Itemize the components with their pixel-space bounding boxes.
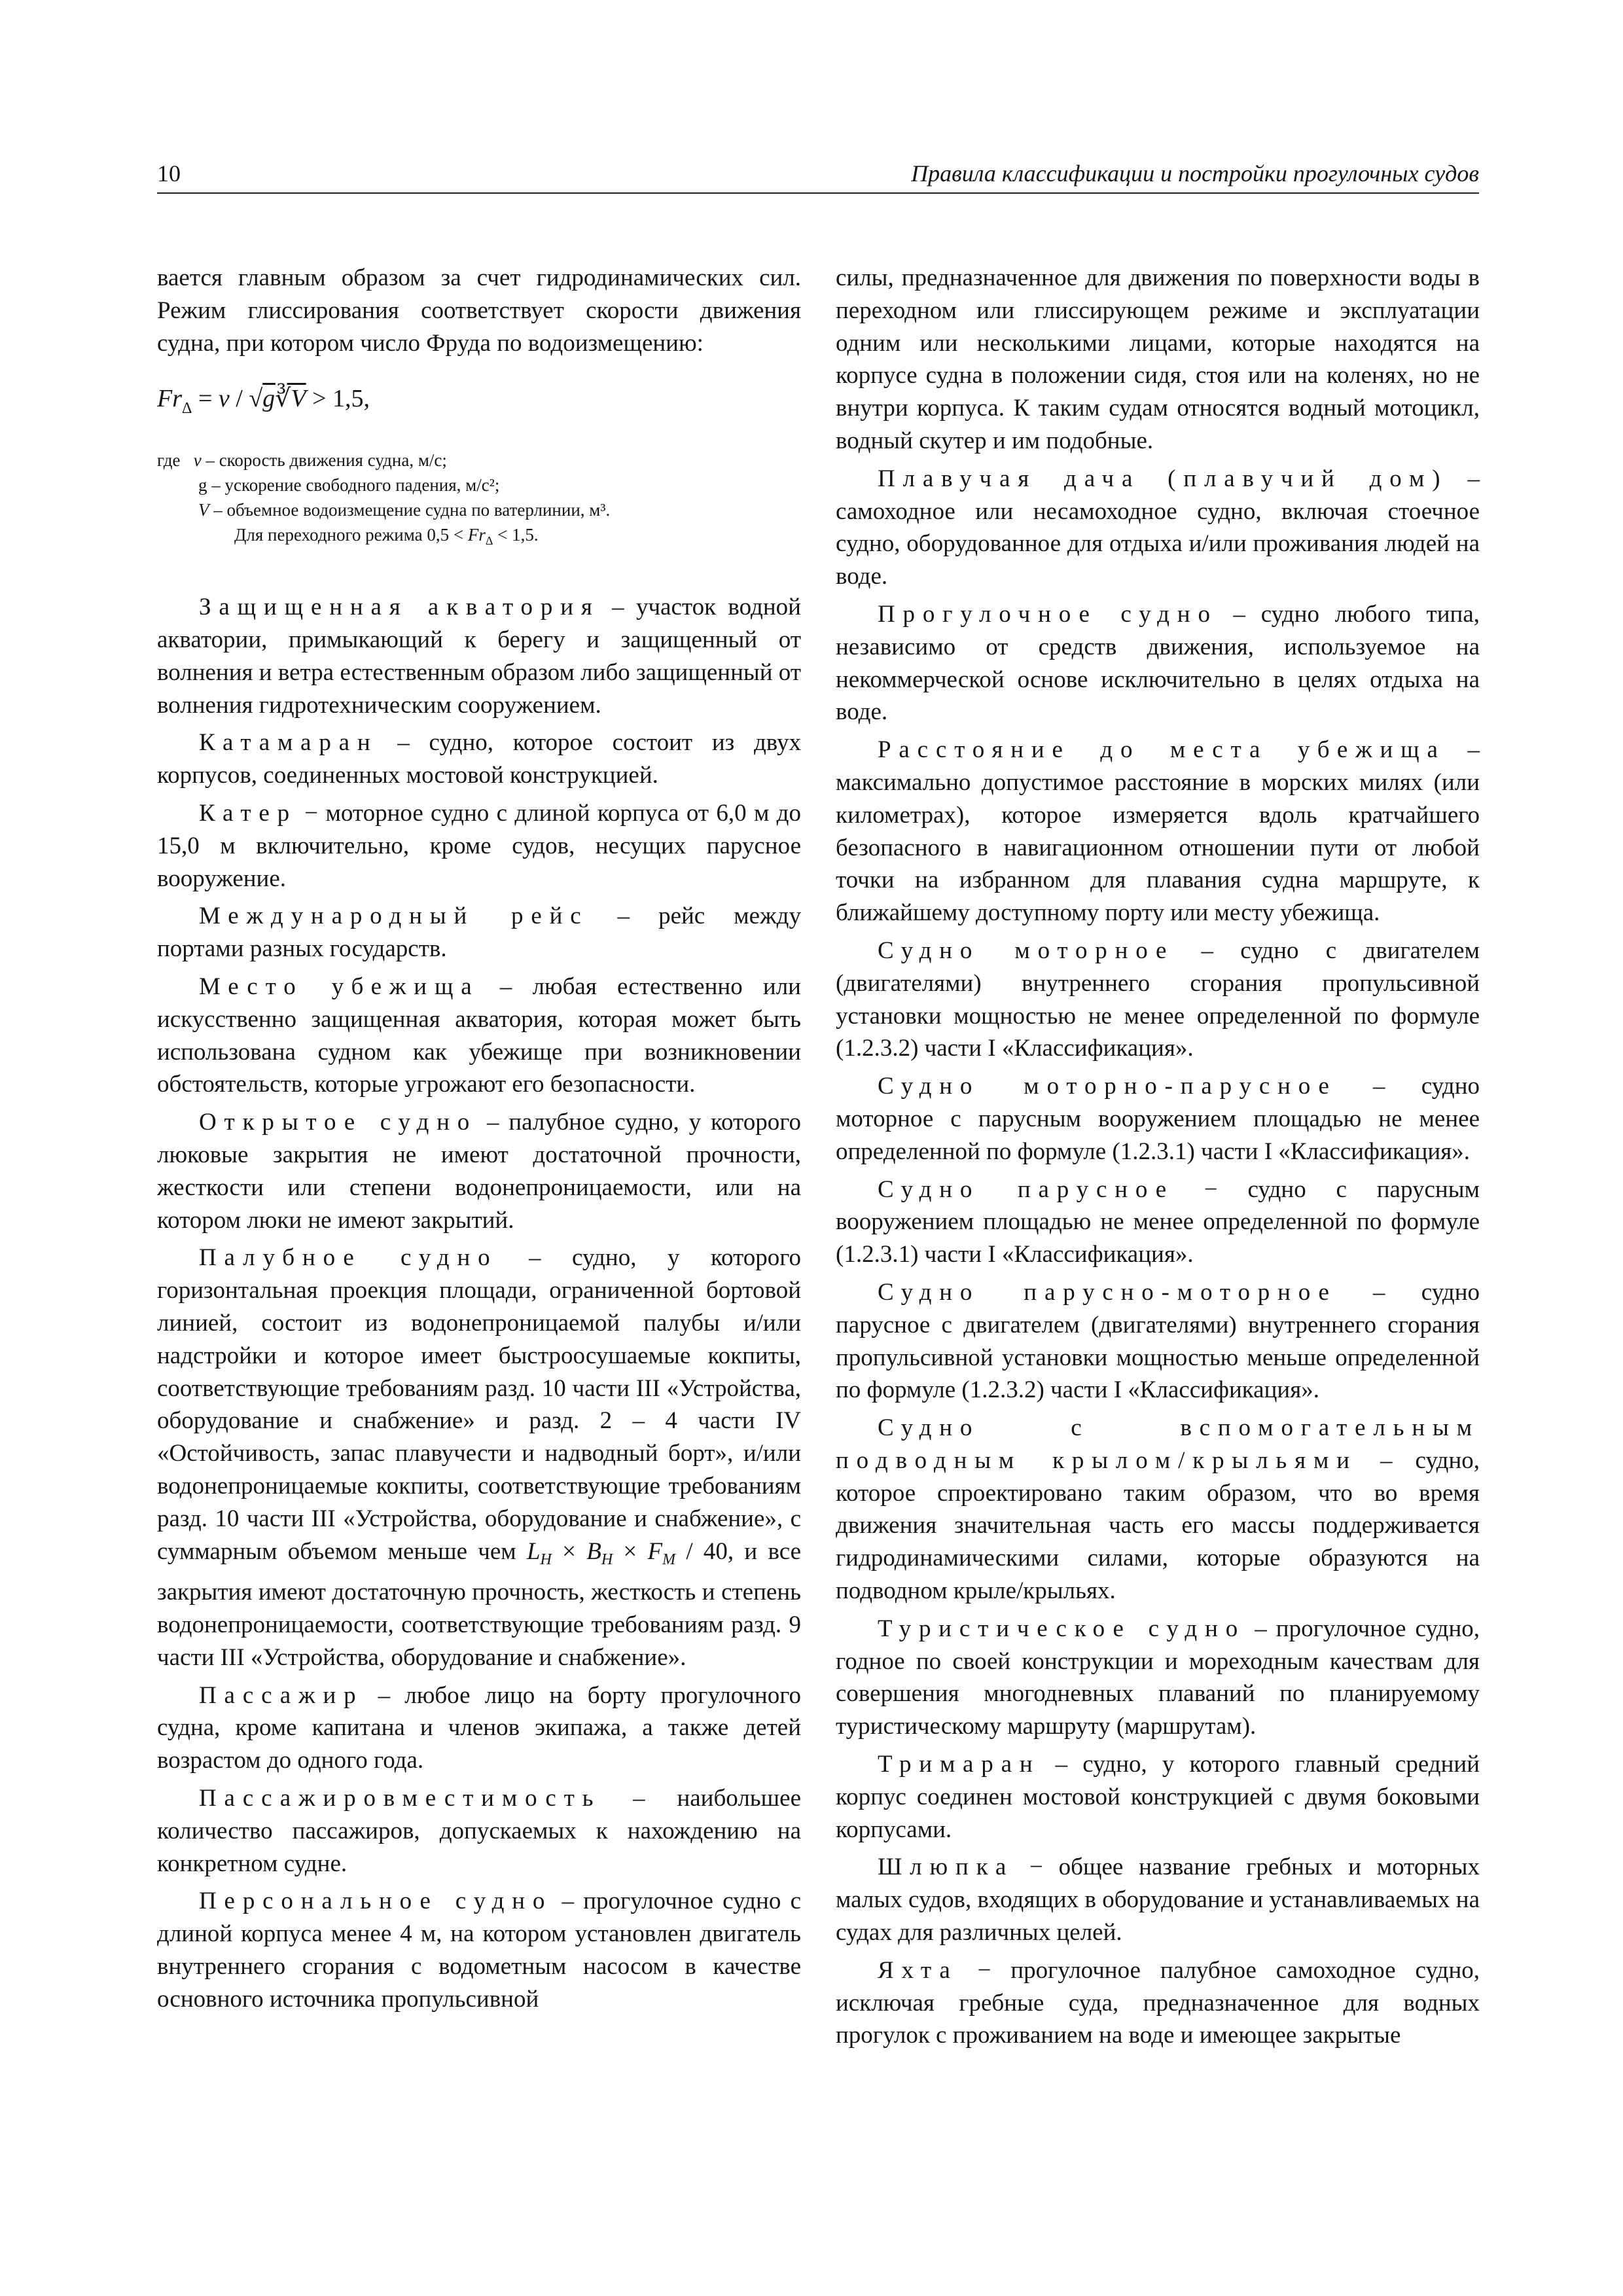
definition — [836, 1613, 1480, 1743]
definition — [836, 1412, 1480, 1607]
definition-text: – любое лицо на борту прогулочного судна, кроме капитана и членов экипажа, а также детей возрастом до одного года. — [157, 1681, 801, 1774]
definition-text: – наибольшее количество пассажиров, допускаемых к нахождению на конкретном судне. — [157, 1785, 801, 1877]
definition-term: Международный рейс — [199, 903, 589, 930]
formula-L: L — [526, 1537, 541, 1565]
definition-text: − судно с парусным вооружением площадью не менее определенной по формуле (1.2.3.1) части I «Классификация». — [836, 1175, 1480, 1268]
definition-term: Плавучая дача (плавучий дом) — [878, 465, 1448, 492]
definition-term: Катамаран — [199, 729, 378, 757]
note-transition-sub: Δ — [485, 534, 493, 548]
definition — [157, 797, 801, 895]
formula-fr: Fr — [157, 385, 182, 413]
formula-V: V — [291, 385, 306, 413]
definition-term: Прогулочное судно — [878, 600, 1218, 628]
page-number: 10 — [157, 160, 181, 187]
definition-text: – судно любого типа, независимо от средств движения, используемое на некоммерческой основе исключительно в целях отдыха на воде. — [836, 600, 1480, 726]
note-V-sym: V — [198, 500, 209, 520]
note-V-text: – объемное водоизмещение судна по ватерлинии, м³. — [209, 500, 611, 520]
sqrt-sign: √ — [249, 385, 263, 413]
note-transition — [157, 522, 801, 553]
definition — [836, 598, 1480, 728]
definition — [836, 734, 1480, 929]
definition-term: Судно парусно-моторное — [878, 1278, 1337, 1306]
definition — [157, 1885, 801, 2015]
formula-F-sub: M — [662, 1551, 676, 1568]
definition-text: − общее название гребных и моторных малых судов, входящих в оборудование и устанавливаемых на судах для различных целей. — [836, 1854, 1480, 1946]
formula-times: × — [613, 1537, 648, 1565]
definition — [836, 1070, 1480, 1168]
definition — [157, 1106, 801, 1236]
formula-g: g — [262, 385, 276, 413]
note-where: где — [157, 450, 181, 471]
definition — [836, 1174, 1480, 1271]
formula-gt: > 1,5, — [306, 385, 370, 413]
definition — [157, 591, 801, 721]
definition-term: Катер — [199, 799, 297, 827]
definition-term: Палубное судно — [199, 1244, 498, 1272]
definition-text: – прогулочное судно, годное по своей конструкции и мореходным качествам для совершения многодневных плаваний по планируемому туристическому маршруту (маршрутам). — [836, 1615, 1480, 1740]
note-transition-a: Для переходного режима 0,5 < — [234, 525, 468, 545]
formula-F: F — [647, 1537, 663, 1565]
formula-eq: = — [192, 385, 219, 413]
definition-text: – самоходное или несамоходное судно, включая стоечное судно, оборудованное для отдыха и/или проживания людей на воде. — [836, 465, 1480, 590]
definition-term: Судно парусное — [878, 1175, 1174, 1203]
note-v-text: – скорость движения судна, м/с; — [201, 450, 447, 471]
definition — [836, 1954, 1480, 2052]
formula-cbrt: ∛ — [275, 385, 291, 413]
note-v-sym: v — [193, 450, 202, 471]
definition — [157, 1679, 801, 1777]
note-g: g – ускорение свободного падения, м/с²; — [198, 475, 500, 495]
definition-term: Шлюпка — [878, 1854, 1014, 1881]
definition-text: – прогулочное судно с длиной корпуса менее 4 м, на котором установлен двигатель внутреннего сгорания с водометным насосом в качестве основного источника пропульсивной — [157, 1888, 802, 2013]
definition-term: Расстояние до места убежища — [878, 736, 1446, 764]
definition — [157, 971, 801, 1101]
definition-term: Тримаран — [878, 1751, 1041, 1778]
definition-term: Яхта — [878, 1956, 958, 1984]
formula-fr-sub: Δ — [182, 400, 192, 418]
definition-term: Защищенная акватория — [199, 594, 600, 621]
definition-deck-vessel — [157, 1242, 801, 1674]
definition-term: Открытое судно — [199, 1109, 478, 1136]
definition-text: − моторное судно с длиной корпуса от 6,0 м до 15,0 м включительно, кроме судов, несущих парусное вооружение. — [157, 799, 801, 892]
definition-term: Судно моторно-парусное — [878, 1073, 1337, 1100]
formula-v: v — [218, 385, 230, 413]
froude-formula — [157, 383, 801, 425]
definition-term: Туристическое судно — [878, 1615, 1246, 1642]
paragraph-continued: силы, предназначенное для движения по поверхности воды в переходном или глиссирующем режиме и эксплуатации одним или несколькими лицами, которые находятся на корпусе судна в положении сидя, стоя или на коленях, но не внутри корпуса. К таким судам относятся водный мотоцикл, водный скутер и им подобные. — [836, 264, 1480, 454]
definition-term: Персональное судно — [199, 1888, 553, 1915]
definition — [157, 726, 801, 792]
definition — [836, 935, 1480, 1065]
definition-text: – судно парусное с двигателем (двигателями) внутреннего сгорания пропульсивной установки мощностью меньше определенной по формуле (1.2.3.2) части I «Классификация». — [836, 1278, 1480, 1404]
definition — [836, 1748, 1480, 1846]
formula-notes — [157, 448, 801, 553]
definition-text: – палубное судно, у которого люковые закрытия не имеют достаточной прочности, жесткости или степени водонепроницаемости, или на котором люки не имеют закрытий. — [157, 1109, 801, 1234]
formula-B: B — [586, 1537, 601, 1565]
definition-text: − прогулочное палубное самоходное судно, исключая гребные суда, предназначенное для водных прогулок с проживанием на воде и имеющее закрытые — [836, 1956, 1480, 2049]
definition-term: Место убежища — [199, 973, 480, 1000]
formula-div: / 40 — [675, 1537, 728, 1565]
definition — [157, 900, 801, 965]
formula-radicand — [262, 385, 306, 412]
definition-text: – судно, у которого горизонтальная проекция площади, ограниченной бортовой линией, состоит из водонепроницаемой палубы и/или надстройки и которое имеет быстроосушаемые кокпиты, соответствующие требованиям разд. 10 части III «Устройства, оборудование и снабжение» и разд. 2 – 4 части IV «Остойчивость, запас плавучести и надводный борт», и/или водонепроницаемые кокпиты, соответствующие требованиям разд. 10 части III «Устройства, оборудование и снабжение», с суммарным объемом меньше чем — [157, 1244, 802, 1565]
note-transition-b: < 1,5. — [493, 525, 539, 545]
definition-text: – судно с двигателем (двигателями) внутреннего сгорания пропульсивной установки мощностью не менее определенной по формуле (1.2.3.2) части I «Классификация». — [836, 937, 1480, 1062]
definition-text: – любая естественно или искусственно защищенная акватория, которая может быть использована судном как убежище при возникновении обстоятельств, которые угрожают его безопасности. — [157, 973, 801, 1098]
definition-text: – рейс между портами разных государств. — [157, 903, 801, 963]
definition-text: – судно моторное с парусным вооружением площадью не менее определенной по формуле (1.2.3.1) части I «Классификация». — [836, 1073, 1480, 1165]
formula-B-sub: H — [601, 1551, 613, 1568]
definition — [836, 1851, 1480, 1948]
definition-text: , и все закрытия имеют достаточную прочность, жесткость и степень водонепроницаемости, соответствующие требованиям разд. 9 части III «Устройства, оборудование и снабжение». — [157, 1537, 801, 1671]
definition — [836, 1276, 1480, 1407]
definition-text: – судно, у которого главный средний корпус соединен мостовой конструкцией с двумя боковыми корпусами. — [836, 1751, 1480, 1843]
note-V — [157, 497, 801, 522]
definition-text: – максимально допустимое расстояние в морских милях (или километрах), которое измеряется вдоль кратчайшего безопасного в навигационном отношении пути от любой точки на избранном для плавания судна маршруте, к ближайшему доступному порту или месту убежища. — [836, 736, 1480, 927]
definition — [157, 1782, 801, 1880]
note-transition-fr: Fr — [467, 525, 486, 545]
right-column — [836, 262, 1480, 2057]
definition — [836, 463, 1480, 593]
formula-L-sub: H — [540, 1551, 552, 1568]
note-v — [157, 448, 801, 473]
definition-term: Судно с вспомогательным подводным крылом/крыльями — [836, 1414, 1480, 1474]
definition-text: – судно, которое состоит из двух корпусов, соединенных мостовой конструкцией. — [157, 729, 801, 789]
page-header — [157, 160, 1479, 194]
running-title: Правила классификации и постройки прогулочных судов — [911, 160, 1479, 187]
formula-slash: / — [229, 385, 249, 413]
definition-text: – судно, которое спроектировано таким образом, что во время движения значительная часть его массы поддерживается гидродинамическими силами, которые образуются на подводном крыле/крыльях. — [836, 1446, 1480, 1605]
definition-term: Пассажир — [199, 1681, 364, 1709]
formula-times: × — [551, 1537, 587, 1565]
definition-term: Судно моторное — [878, 937, 1175, 964]
paragraph-continued: вается главным образом за счет гидродинамических сил. Режим глиссирования соответствует скорости движения судна, при котором число Фруда по водоизмещению: — [157, 264, 801, 357]
left-column — [157, 262, 801, 2021]
definition-term: Пассажировместимость — [199, 1785, 601, 1812]
definition-text: – участок водной акватории, примыкающий к берегу и защищенный от волнения и ветра естественным образом либо защищенный от волнения гидротехническим сооружением. — [157, 594, 801, 719]
